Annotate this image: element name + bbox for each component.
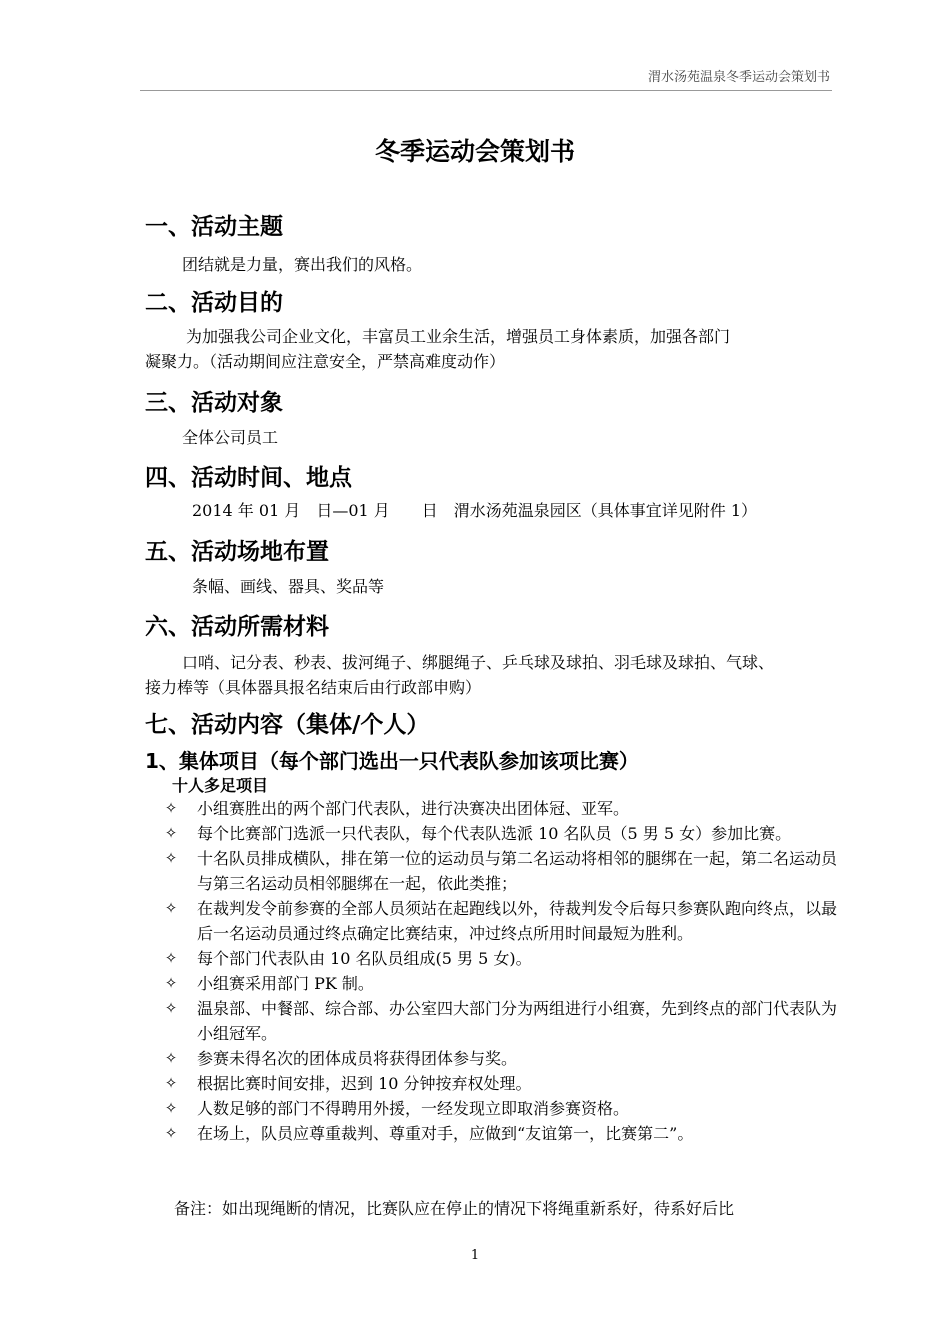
section-body-theme: 团结就是力量，赛出我们的风格。: [182, 255, 423, 274]
diamond-outline-icon: ✧: [164, 1074, 178, 1092]
list-item-text: 人数足够的部门不得聘用外援，一经发现立即取消参赛资格。: [197, 1099, 630, 1118]
list-item-text: 每个比赛部门选派一只代表队，每个代表队选派 10 名队员（5 男 5 女）参加比赛。: [197, 824, 792, 843]
list-item: [160, 821, 850, 846]
diamond-outline-icon: ✧: [164, 799, 178, 817]
list-item: [160, 896, 850, 946]
subsection-heading-group-events: 1、集体项目（每个部门选出一只代表队参加该项比赛）: [145, 749, 639, 773]
diamond-outline-icon: ✧: [164, 899, 178, 917]
section-body-purpose-line1: 为加强我公司企业文化，丰富员工业余生活，增强员工身体素质，加强各部门: [186, 327, 731, 346]
list-item-text: 小组赛胜出的两个部门代表队，进行决赛决出团体冠、亚军。: [197, 799, 630, 818]
section-body-materials-line2: 接力棒等（具体器具报名结束后由行政部申购）: [145, 678, 482, 697]
section-heading-purpose: 二、活动目的: [145, 290, 283, 316]
diamond-outline-icon: ✧: [164, 1099, 178, 1117]
section-heading-venue-setup: 五、活动场地布置: [145, 539, 329, 565]
list-item: [160, 796, 850, 821]
list-item: [160, 946, 850, 971]
section-body-time-place: 2014 年 01 月 日—01 月 日 渭水汤苑温泉园区（具体事宜详见附件 1）: [192, 501, 758, 520]
diamond-outline-icon: ✧: [164, 999, 178, 1017]
section-heading-time-place: 四、活动时间、地点: [145, 465, 352, 491]
diamond-outline-icon: ✧: [164, 949, 178, 967]
section-body-materials-line1: 口哨、记分表、秒表、拔河绳子、绑腿绳子、乒乓球及球拍、羽毛球及球拍、气球、: [182, 653, 775, 672]
section-heading-content: 七、活动内容（集体/个人）: [145, 712, 430, 738]
section-body-purpose-line2: 凝聚力。（活动期间应注意安全，严禁高难度动作）: [145, 352, 506, 371]
list-item-text: 十名队员排成横队，排在第一位的运动员与第二名运动将相邻的腿绑在一起，第二名运动员与第三名运动员相邻腿绑在一起，依此类推；: [197, 849, 838, 893]
running-header: 渭水汤苑温泉冬季运动会策划书: [647, 70, 830, 85]
list-item-text: 在裁判发令前参赛的全部人员须站在起跑线以外，待裁判发令后每只参赛队跑向终点，以最后一名运动员通过终点确定比赛结束，冲过终点所用时间最短为胜利。: [197, 899, 838, 943]
page-number: 1: [470, 1248, 480, 1263]
list-item: [160, 996, 850, 1046]
note-text: 备注：如出现绳断的情况，比赛队应在停止的情况下将绳重新系好，待系好后比: [174, 1199, 735, 1218]
list-item-text: 在场上，队员应尊重裁判、尊重对手，应做到“友谊第一，比赛第二”。: [197, 1124, 694, 1143]
section-heading-audience: 三、活动对象: [145, 390, 283, 416]
diamond-outline-icon: ✧: [164, 824, 178, 842]
diamond-outline-icon: ✧: [164, 849, 178, 867]
header-rule: [140, 90, 832, 91]
document-title: 冬季运动会策划书: [374, 137, 575, 166]
list-item: [160, 1096, 850, 1121]
list-item: [160, 1071, 850, 1096]
list-item: [160, 971, 850, 996]
diamond-outline-icon: ✧: [164, 1049, 178, 1067]
section-heading-materials: 六、活动所需材料: [145, 614, 329, 640]
rules-list: [160, 796, 850, 1146]
list-item: [160, 1046, 850, 1071]
section-body-audience: 全体公司员工: [182, 428, 279, 447]
diamond-outline-icon: ✧: [164, 1124, 178, 1142]
list-item-text: 参赛未得名次的团体成员将获得团体参与奖。: [197, 1049, 518, 1068]
list-item: [160, 846, 850, 896]
list-item-text: 温泉部、中餐部、综合部、办公室四大部门分为两组进行小组赛，先到终点的部门代表队为小组冠军。: [197, 999, 838, 1043]
list-item-text: 小组赛采用部门 PK 制。: [197, 974, 374, 993]
list-item-text: 根据比赛时间安排，迟到 10 分钟按弃权处理。: [197, 1074, 532, 1093]
list-item: [160, 1121, 850, 1146]
section-body-venue-setup: 条幅、画线、器具、奖品等: [192, 577, 385, 596]
event-title: 十人多足项目: [172, 776, 269, 795]
diamond-outline-icon: ✧: [164, 974, 178, 992]
list-item-text: 每个部门代表队由 10 名队员组成(5 男 5 女)。: [197, 949, 532, 968]
section-heading-theme: 一、活动主题: [145, 214, 283, 240]
